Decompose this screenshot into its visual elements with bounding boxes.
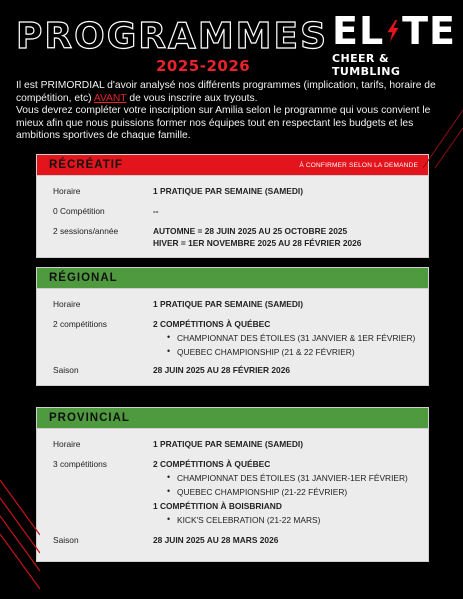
page-title: PROGRAMMES (16, 16, 329, 57)
row-label: Saison (53, 535, 79, 545)
section-header (36, 154, 429, 176)
row-label: 3 compétitions (53, 459, 107, 469)
row-value: HIVER = 1ER NOVEMBRE 2025 AU 28 FÉVRIER 2026 (153, 238, 362, 248)
section-header (36, 407, 429, 429)
row-label: Horaire (53, 186, 81, 196)
row-value: 28 JUIN 2025 AU 28 MARS 2026 (153, 535, 279, 545)
logo-prefix: EL (332, 9, 385, 53)
section-regional (36, 267, 429, 386)
decorative-stripes (423, 0, 463, 170)
row-value: -- (153, 206, 159, 216)
row-value: 1 PRATIQUE PAR SEMAINE (SAMEDI) (153, 439, 303, 449)
row-label: 0 Compétition (53, 206, 105, 216)
row-value: 1 PRATIQUE PAR SEMAINE (SAMEDI) (153, 299, 303, 309)
section-body (36, 176, 429, 258)
list-item: • QUEBEC CHAMPIONSHIP (21 & 22 FÉVRIER) (177, 347, 420, 357)
section-name: PROVINCIAL (49, 412, 130, 424)
row-value: 1 COMPÉTITION À BOISBRIAND (153, 501, 282, 511)
intro-line-c: Vous devrez compléter votre inscription sur Amilia selon le programme qui vous convient le mieux afin que nous puissions former nos équipes tout en respectant les budgets et les ambitions sportives de chaque famille. (16, 105, 431, 142)
row-label: Horaire (53, 439, 81, 449)
section-note: À CONFIRMER SELON LA DEMANDE (299, 161, 418, 169)
row-label: 2 sessions/année (53, 226, 119, 236)
intro-line-b: de vous inscrire aux tryouts. (129, 92, 258, 104)
logo-subtitle: CHEER & TUMBLING (332, 52, 401, 78)
section-provincial (36, 407, 429, 562)
section-body (36, 289, 429, 386)
list-item: • CHAMPIONNAT DES ÉTOILES (31 JANVIER-1ER FÉVRIER) (177, 473, 420, 483)
logo-suffix: TE (402, 9, 456, 53)
decorative-stripes (0, 440, 40, 599)
season-year: 2025-2026 (156, 57, 251, 75)
list-item: • QUEBEC CHAMPIONSHIP (21-22 FÉVRIER) (177, 487, 420, 497)
row-label: 2 compétitions (53, 319, 107, 329)
intro-text (16, 80, 456, 143)
section-body (36, 429, 429, 562)
row-label: Saison (53, 365, 79, 375)
row-value: 1 PRATIQUE PAR SEMAINE (SAMEDI) (153, 186, 303, 196)
intro-line-a: Il est PRIMORDIAL d'avoir analysé nos différents programmes (implication, tarifs, horaire de compétition, etc) (16, 80, 436, 104)
list-item: • KICK'S CELEBRATION (21-22 MARS) (177, 515, 420, 525)
row-value: 2 COMPÉTITIONS À QUÉBEC (153, 459, 271, 469)
row-value: 2 COMPÉTITIONS À QUÉBEC (153, 319, 271, 329)
row-value: 28 JUIN 2025 AU 28 FÉVRIER 2026 (153, 365, 291, 375)
row-value: AUTOMNE = 28 JUIN 2025 AU 25 OCTOBRE 2025 (153, 226, 348, 236)
section-name: RÉGIONAL (49, 272, 118, 284)
intro-avant: AVANT (93, 92, 127, 104)
section-recreatif (36, 154, 429, 258)
section-header (36, 267, 429, 289)
lightning-bolt-icon (385, 12, 401, 50)
section-name: RÉCRÉATIF (49, 159, 123, 171)
list-item: • CHAMPIONNAT DES ÉTOILES (31 JANVIER & 1ER FÉVRIER) (177, 333, 420, 343)
row-label: Horaire (53, 299, 81, 309)
